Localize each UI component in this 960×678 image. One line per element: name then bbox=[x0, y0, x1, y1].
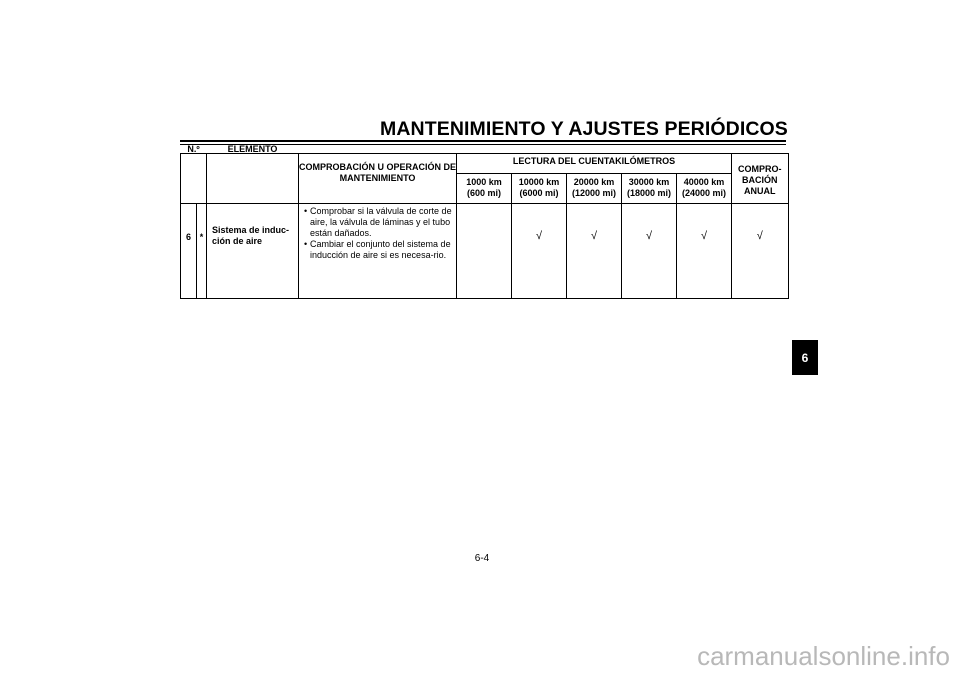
header-number: N.º bbox=[181, 154, 207, 204]
row-mark: * bbox=[197, 204, 207, 299]
header-interval-1: 1000 km (600 mi) bbox=[457, 174, 512, 204]
annual-check: √ bbox=[732, 204, 789, 299]
page-title: MANTENIMIENTO Y AJUSTES PERIÓDICOS bbox=[380, 118, 788, 140]
chapter-tab: 6 bbox=[792, 340, 818, 375]
interval-check-5: √ bbox=[677, 204, 732, 299]
interval-check-1 bbox=[457, 204, 512, 299]
interval-check-4: √ bbox=[622, 204, 677, 299]
header-element: ELEMENTO bbox=[207, 154, 299, 204]
row-number: 6 bbox=[181, 204, 197, 299]
header-odometer: LECTURA DEL CUENTAKILÓMETROS bbox=[457, 154, 732, 174]
watermark: carmanualsonline.info bbox=[697, 641, 950, 671]
header-interval-3: 20000 km (12000 mi) bbox=[567, 174, 622, 204]
header-annual: COMPRO-BACIÓN ANUAL bbox=[732, 154, 789, 204]
check-item: • Comprobar si la válvula de corte de aire, la válvula de láminas y el tubo están dañados. bbox=[305, 206, 452, 239]
table-row bbox=[181, 204, 789, 299]
page-number: 6-4 bbox=[474, 553, 490, 564]
header-interval-2: 10000 km (6000 mi) bbox=[512, 174, 567, 204]
title-rule-thick bbox=[180, 140, 786, 142]
interval-check-2: √ bbox=[512, 204, 567, 299]
header-interval-5: 40000 km (24000 mi) bbox=[677, 174, 732, 204]
interval-check-3: √ bbox=[567, 204, 622, 299]
header-check: COMPROBACIÓN U OPERACIÓN DE MANTENIMIENTO bbox=[299, 154, 457, 204]
maintenance-table bbox=[180, 144, 789, 299]
check-item: • Cambiar el conjunto del sistema de inducción de aire si es necesa-rio. bbox=[305, 239, 452, 261]
header-interval-4: 30000 km (18000 mi) bbox=[622, 174, 677, 204]
row-element: Sistema de induc-ción de aire bbox=[207, 204, 299, 299]
row-checks bbox=[299, 204, 457, 299]
